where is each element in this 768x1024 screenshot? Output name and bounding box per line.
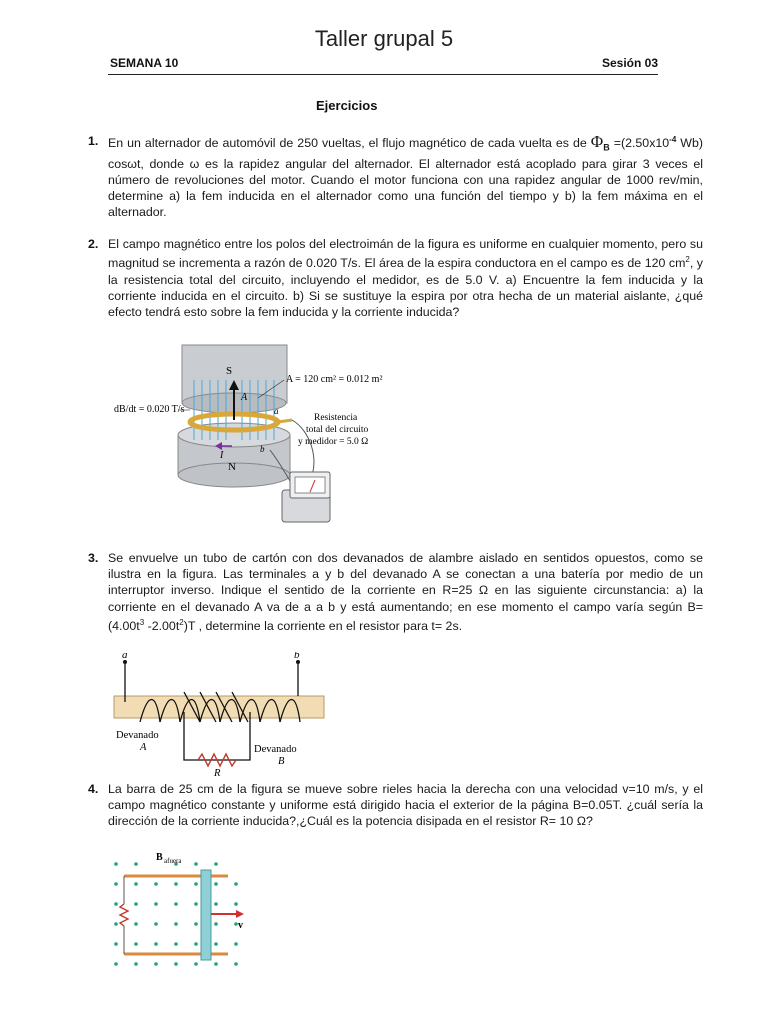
session-label: Sesión 03 xyxy=(601,56,658,70)
rate-label: dB/dt = 0.020 T/s xyxy=(114,404,185,415)
resistance-line-1: Resistencia xyxy=(314,413,358,423)
field-subscript: afuera xyxy=(164,857,182,865)
winding-b-letter: B xyxy=(278,756,285,767)
exercise-3-text: Se envuelve un tubo de cartón con dos devanados de alambre aislado en sentidos opuestos, como se ilustra en la figura. Las terminales a y b del devanado A se conectan a una batería por medio de un interruptor inverso. Indique el sentido de la corriente en R=25 Ω en las siguiente circunstancia: a) la corriente en el devanado A va de a a b y está aumentando; en ese momento el campo varía según $B=(4.00t^3$ $-2.00t^2)T$ , determine la corriente en el resistor para t= 2s. xyxy=(108,551,703,633)
exercise-4-number: 4. xyxy=(88,782,99,796)
area-label: A = 120 cm² = 0.012 m² xyxy=(286,374,383,385)
windings-figure xyxy=(110,652,330,780)
terminal-a-label: a xyxy=(274,406,279,416)
pole-n-label: N xyxy=(228,461,236,473)
exercise-2-number: 2. xyxy=(88,237,99,251)
resistor-label: R xyxy=(214,768,221,779)
current-label: I xyxy=(220,450,224,461)
exercise-3-number: 3. xyxy=(88,551,99,565)
sliding-bar-figure xyxy=(110,848,260,972)
winding-a-letter: A xyxy=(140,742,147,753)
electromagnet-figure xyxy=(110,340,400,540)
winding-a-label: Devanado xyxy=(116,730,159,741)
week-label: SEMANA 10 xyxy=(110,56,179,70)
terminal-b-label: b xyxy=(294,652,300,661)
resistance-line-3: y medidor = 5.0 Ω xyxy=(298,437,369,447)
section-title: Ejercicios xyxy=(316,98,378,113)
field-label: B xyxy=(156,852,163,863)
resistance-line-2: total del circuito xyxy=(306,425,369,435)
page-title: Taller grupal 5 xyxy=(314,26,454,51)
exercise-2-text: El campo magnético entre los polos del electroimán de la figura es uniforme en cualquier momento, pero su magnitud se incrementa a razón de 0.020 T/s. El área de la espira conductora en el campo es de 120 $cm^2$, y la resistencia total del circuito, incluyendo el medidor, es de 5.0 V. a) Encuentre la fem inducida y la corriente inducida en el circuito. b) Si se sustituye la espira por otra hecha de un material aislante, ¿qué efecto tendrá esto sobre la fem inducida y la corriente inducida? xyxy=(108,237,703,319)
winding-b-label: Devanado xyxy=(254,744,297,755)
velocity-label: v xyxy=(238,920,243,931)
terminal-b-label: b xyxy=(260,444,265,454)
terminal-a-label: a xyxy=(122,652,128,661)
exercise-4-text: La barra de 25 cm de la figura se mueve sobre rieles hacia la derecha con una velocidad v=10 m/s, y el campo magnético constante y uniforme está dirigido hacia el exterior de la página B=0.05T. ¿cuál sería la dirección de la corriente inducida?,¿Cuál es la potencia disipada en el resistor R= 10 Ω? xyxy=(108,782,703,829)
exercise-1-number: 1. xyxy=(88,134,99,148)
exercise-1-text: En un alternador de automóvil de 250 vueltas, el flujo magnético de cada vuelta es de $\Phi_B =(2.50x10^{-4}$ Wb) cosωt, donde ω es la rapidez angular del alternador. El alternador está acoplado para girar 3 veces el número de revoluciones del motor. Cuando el motor funciona con una rapidez angular de 1000 rev/min, determine a) la fem inducida en el alternador como una función del tiempo y b) la fem máxima en el alternador. xyxy=(108,132,704,220)
area-vector-label: A xyxy=(241,392,248,403)
pole-s-label: S xyxy=(226,365,233,377)
header-rule xyxy=(108,74,658,75)
